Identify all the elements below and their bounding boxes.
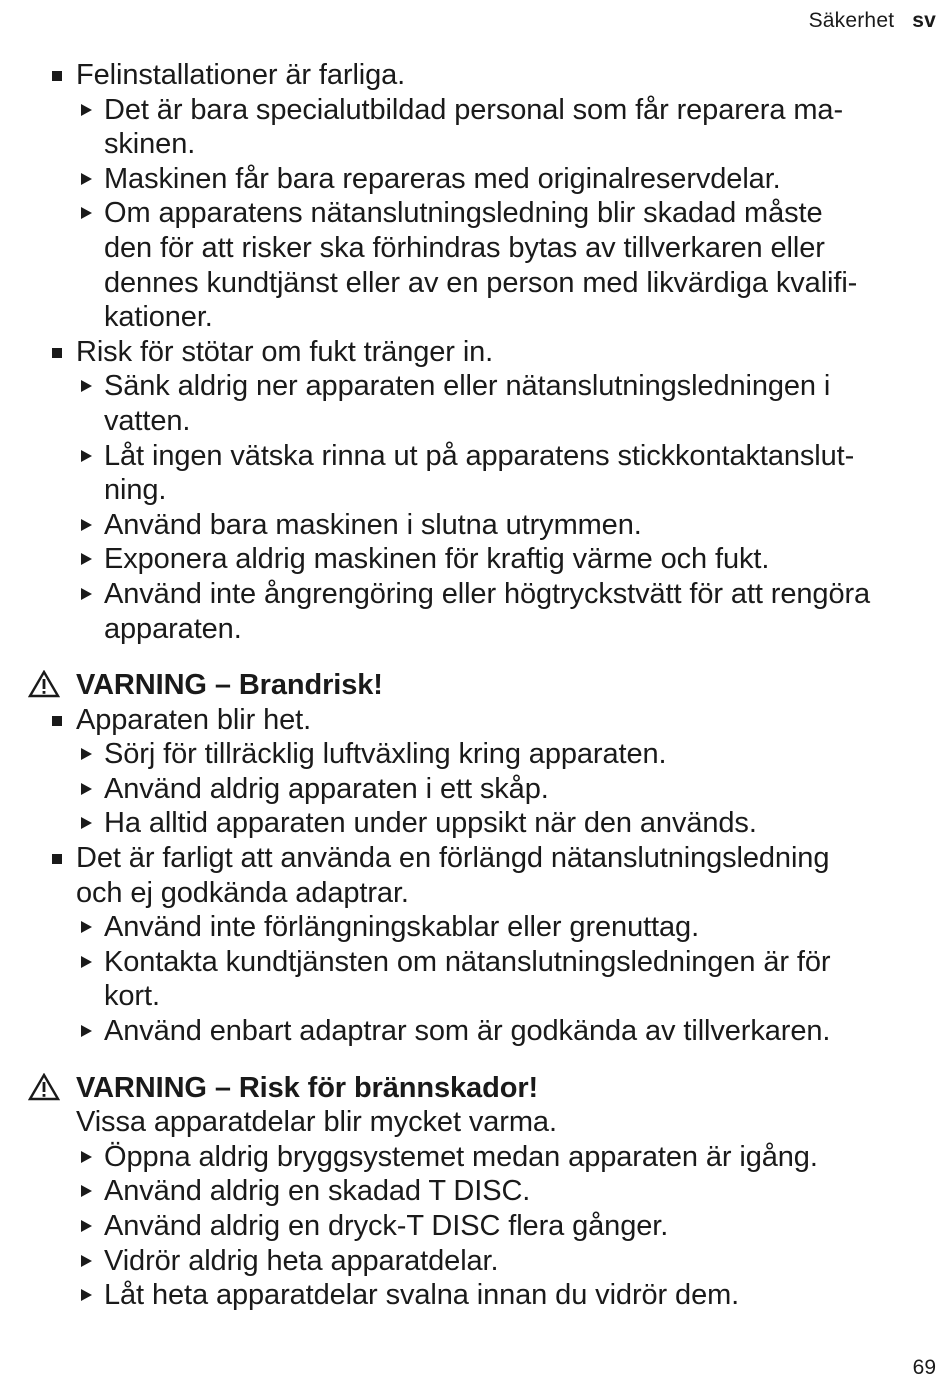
triangle-bullet-icon	[81, 1025, 92, 1037]
line-text: Risk för stötar om fukt tränger in.	[76, 335, 494, 368]
language-code: sv	[912, 9, 936, 32]
instruction-item	[28, 162, 938, 197]
section-title: Säkerhet	[808, 9, 895, 32]
line-text: skinen.	[104, 128, 196, 161]
continuation-line	[28, 473, 938, 508]
triangle-bullet-icon	[81, 1220, 92, 1232]
instruction-item	[28, 369, 938, 404]
line-text: Apparaten blir het.	[76, 703, 312, 736]
line-text: Använd inte förlängningskablar eller grenuttag.	[104, 911, 700, 944]
line-text: Öppna aldrig bryggsystemet medan apparaten är igång.	[104, 1140, 818, 1173]
triangle-bullet-icon	[81, 104, 92, 116]
square-bullet-icon	[52, 71, 62, 81]
warning-heading	[28, 668, 938, 703]
line-text: Om apparatens nätanslutningsledning blir skadad måste	[104, 197, 823, 230]
continuation-line	[28, 979, 938, 1014]
triangle-bullet-icon	[81, 1289, 92, 1301]
instruction-item	[28, 910, 938, 945]
warning-heading	[28, 1071, 938, 1106]
instruction-item	[28, 806, 938, 841]
square-bullet-icon	[52, 854, 62, 864]
paragraph-line	[28, 876, 938, 911]
line-text: Maskinen får bara repareras med originalreservdelar.	[104, 162, 781, 195]
line-text: Det är bara specialutbildad personal som får reparera ma-	[104, 93, 843, 126]
line-text: Kontakta kundtjänsten om nätanslutningsledningen är för	[104, 945, 831, 978]
instruction-item	[28, 772, 938, 807]
continuation-line	[28, 127, 938, 162]
line-text: Använd aldrig en dryck-T DISC flera gånger.	[104, 1210, 669, 1242]
triangle-bullet-icon	[81, 956, 92, 968]
instruction-item	[28, 737, 938, 772]
line-text: Använd bara maskinen i slutna utrymmen.	[104, 508, 642, 541]
instruction-item	[28, 1278, 938, 1313]
triangle-bullet-icon	[81, 783, 92, 795]
line-text: Vissa apparatdelar blir mycket varma.	[76, 1106, 557, 1139]
continuation-line	[28, 612, 938, 647]
line-text: apparaten.	[104, 612, 242, 645]
triangle-bullet-icon	[81, 1151, 92, 1163]
continuation-line	[28, 231, 938, 266]
line-text: Vidrör aldrig heta apparatdelar.	[104, 1244, 499, 1277]
triangle-bullet-icon	[81, 450, 92, 462]
line-text: Använd aldrig en skadad T DISC.	[104, 1175, 531, 1208]
triangle-bullet-icon	[81, 207, 92, 219]
paragraph-line	[28, 1105, 938, 1140]
line-text: och ej godkända adaptrar.	[76, 876, 409, 909]
line-text: kort.	[104, 980, 160, 1013]
warning-triangle-icon	[28, 670, 60, 698]
triangle-bullet-icon	[81, 921, 92, 933]
line-text: Använd enbart adaptrar som är godkända av tillverkaren.	[104, 1015, 831, 1048]
instruction-item	[28, 542, 938, 577]
instruction-item	[28, 439, 938, 474]
instruction-item	[28, 1014, 938, 1049]
triangle-bullet-icon	[81, 380, 92, 392]
continuation-line	[28, 300, 938, 335]
triangle-bullet-icon	[81, 553, 92, 565]
triangle-bullet-icon	[81, 1185, 92, 1197]
triangle-bullet-icon	[81, 519, 92, 531]
line-text: Använd inte ångrengöring eller högtryckstvätt för att rengöra	[104, 577, 871, 610]
triangle-bullet-icon	[81, 173, 92, 185]
bullet-item	[28, 58, 938, 93]
instruction-item	[28, 196, 938, 231]
line-text: Det är farligt att använda en förlängd nätanslutningsledning	[76, 842, 830, 875]
square-bullet-icon	[52, 716, 62, 726]
instruction-item	[28, 508, 938, 543]
line-text: Låt ingen vätska rinna ut på apparatens stickkontaktanslut-	[104, 439, 855, 472]
line-text: Använd aldrig apparaten i ett skåp.	[104, 772, 549, 805]
line-text: VARNING – Brandrisk!	[76, 669, 383, 702]
line-text: Låt heta apparatdelar svalna innan du vidrör dem.	[104, 1279, 740, 1312]
bullet-item	[28, 841, 938, 876]
bullet-item	[28, 335, 938, 370]
square-bullet-icon	[52, 348, 62, 358]
line-text: den för att risker ska förhindras bytas av tillverkaren eller	[104, 231, 825, 264]
line-text: VARNING – Risk för brännskador!	[76, 1071, 539, 1104]
line-text: Felinstallationer är farliga.	[76, 59, 406, 91]
page-header	[809, 9, 936, 33]
triangle-bullet-icon	[81, 1255, 92, 1267]
instruction-item	[28, 1209, 938, 1244]
safety-content	[28, 58, 938, 1313]
instruction-item	[28, 93, 938, 128]
line-text: ning.	[104, 474, 167, 507]
instruction-item	[28, 1174, 938, 1209]
instruction-item	[28, 577, 938, 612]
line-text: vatten.	[104, 404, 191, 437]
line-text: Sörj för tillräcklig luftväxling kring apparaten.	[104, 738, 667, 771]
triangle-bullet-icon	[81, 817, 92, 829]
instruction-item	[28, 1140, 938, 1175]
triangle-bullet-icon	[81, 588, 92, 600]
instruction-item	[28, 1244, 938, 1279]
instruction-item	[28, 945, 938, 980]
line-text: Exponera aldrig maskinen för kraftig värme och fukt.	[104, 543, 770, 576]
line-text: kationer.	[104, 301, 213, 334]
bullet-item	[28, 703, 938, 738]
line-text: Ha alltid apparaten under uppsikt när den används.	[104, 807, 757, 840]
page-number: 69	[912, 1356, 936, 1379]
continuation-line	[28, 404, 938, 439]
continuation-line	[28, 266, 938, 301]
line-text: dennes kundtjänst eller av en person med likvärdiga kvalifi-	[104, 266, 858, 299]
warning-triangle-icon	[28, 1073, 60, 1101]
line-text: Sänk aldrig ner apparaten eller nätanslutningsledningen i	[104, 370, 831, 403]
triangle-bullet-icon	[81, 748, 92, 760]
